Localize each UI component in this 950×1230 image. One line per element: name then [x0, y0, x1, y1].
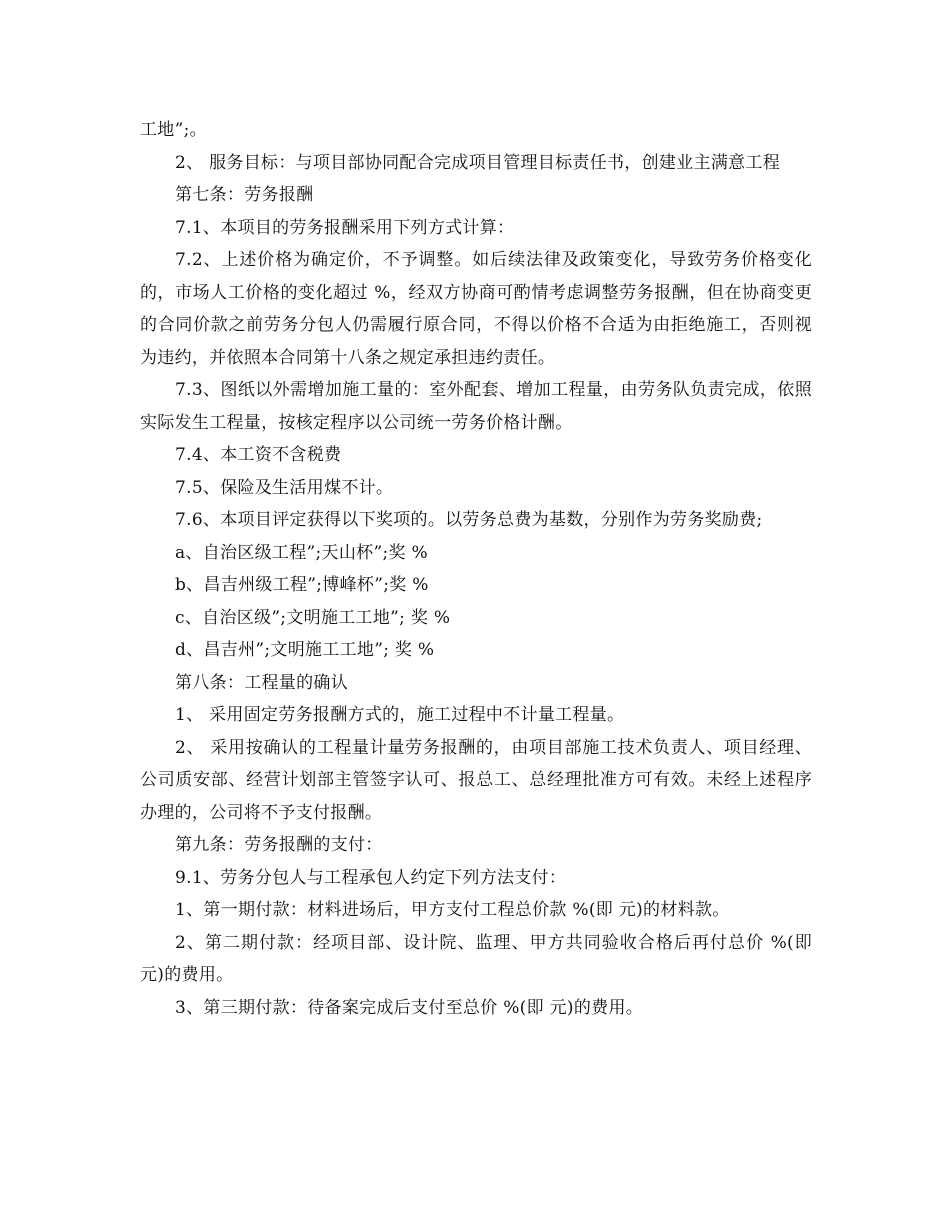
paragraph: 2、 服务目标：与项目部协同配合完成项目管理目标责任书，创建业主满意工程 [175, 152, 781, 173]
paragraph: 7.5、保险及生活用煤不计。 [175, 477, 394, 498]
paragraph: 1、第一期付款：材料进场后，甲方支付工程总价款 %(即 元)的材料款。 [175, 900, 730, 920]
paragraph: 2、 采用按确认的工程量计量劳务报酬的，由项目部施工技术负责人、项目经理、公司质安部、经营计划部主管签字认可、报总工、总经理批准方可有效。未经上述程序办理的，公司将不予支付报酬。 [140, 737, 812, 823]
paragraph: 7.4、本工资不含税费 [175, 445, 342, 465]
paragraph: 工地”;。 [140, 120, 207, 140]
paragraph: b、昌吉州级工程”;博峰杯”;奖 % [175, 575, 429, 595]
paragraph: d、昌吉州”;文明施工工地”; 奖 % [175, 640, 435, 660]
paragraph: a、自治区级工程”;天山杯”;奖 % [175, 542, 428, 563]
paragraph: 第七条：劳务报酬 [175, 185, 314, 205]
paragraph: c、自治区级”;文明施工工地”; 奖 % [175, 607, 451, 628]
paragraph: 1、 采用固定劳务报酬方式的，施工过程中不计量工程量。 [175, 705, 625, 725]
paragraph: 7.1、本项目的劳务报酬采用下列方式计算： [175, 217, 515, 238]
document-body [140, 114, 812, 1024]
paragraph: 7.3、图纸以外需增加施工量的：室外配套、增加工程量，由劳务队负责完成，依照实际发生工程量，按核定程序以公司统一劳务价格计酬。 [140, 380, 812, 433]
paragraph: 7.2、上述价格为确定价，不予调整。如后续法律及政策变化，导致劳务价格变化的，市场人工价格的变化超过 %，经双方协商可酌情考虑调整劳务报酬，但在协商变更的合同价款之前劳务分包人仍需履行原合同，不得以价格不合适为由拒绝施工，否则视为违约，并依照本合同第十八条之规定承担违约责任。 [140, 250, 812, 368]
paragraph: 第九条：劳务报酬的支付： [175, 835, 383, 855]
paragraph: 第八条：工程量的确认 [175, 672, 348, 693]
paragraph: 9.1、劳务分包人与工程承包人约定下列方法支付： [175, 867, 567, 888]
paragraph: 2、第二期付款：经项目部、设计院、监理、甲方共同验收合格后再付总价 %(即 元)的费用。 [140, 932, 812, 985]
paragraph: 3、第三期付款：待备案完成后支付至总价 %(即 元)的费用。 [175, 997, 644, 1018]
paragraph: 7.6、本项目评定获得以下奖项的。以劳务总费为基数，分别作为劳务奖励费; [175, 510, 763, 530]
